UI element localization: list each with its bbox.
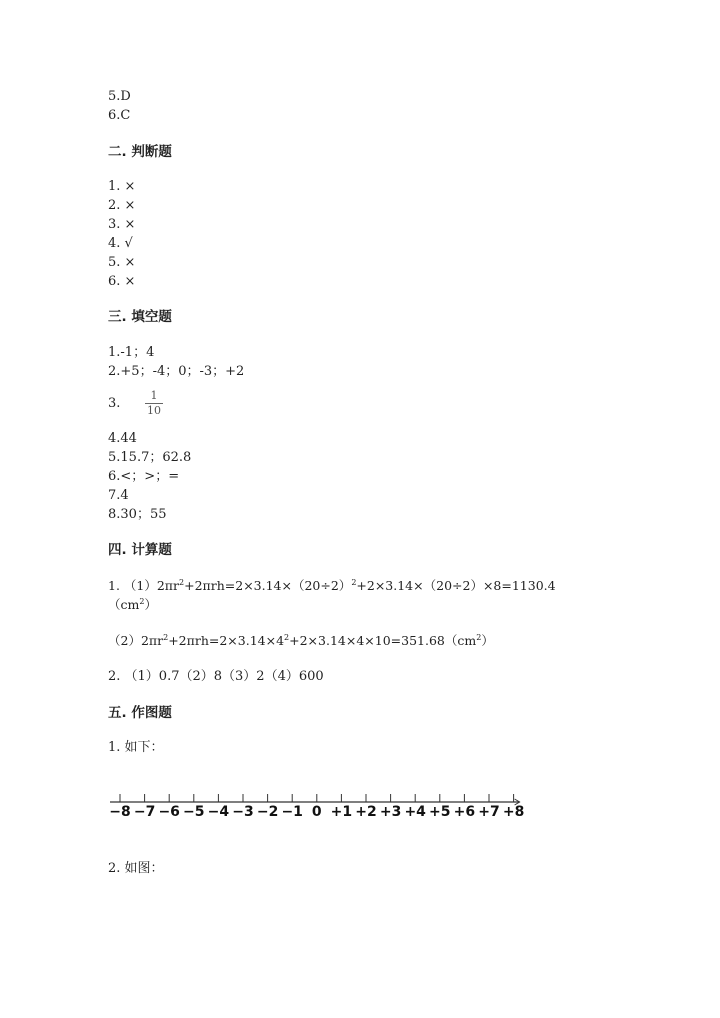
number-line-label: −1 — [281, 804, 303, 820]
fill-answer-3-label: 3. — [108, 396, 121, 411]
fill-answer-5: 5.15.7；62.8 — [108, 450, 192, 465]
calc-answer-1a-unit: $(cm^2)$ — [108, 596, 157, 612]
number-line-label: +3 — [379, 804, 402, 820]
fill-heading: 三. 填空题 — [108, 309, 172, 325]
fill-answer-3-fraction — [145, 390, 163, 417]
draw-answer-2: 2. 如图： — [108, 861, 164, 876]
number-line-label: +8 — [502, 804, 525, 820]
number-line — [108, 788, 538, 824]
number-line-label: −4 — [207, 804, 230, 820]
judge-heading: 二. 判断题 — [108, 144, 172, 160]
draw-heading: 五. 作图题 — [108, 705, 172, 721]
number-line-label: +1 — [330, 804, 353, 820]
judge-answer-1: 1. × — [108, 179, 136, 194]
number-line-label: +2 — [355, 804, 377, 820]
number-line-label: −8 — [109, 804, 131, 820]
calc-answer-1b: $(2)2\pi r^2+2\pi rh=2\times 3.14\times 4^2+2\times 3.14\times 4\times 10=351.68(cm^2)$ — [108, 632, 494, 648]
number-line-label: +4 — [404, 804, 426, 820]
fill-answer-8: 8.30；55 — [108, 507, 167, 522]
judge-answer-5: 5. × — [108, 255, 136, 270]
choice-answer-6: 6.C — [108, 108, 131, 123]
number-line-label: −5 — [183, 804, 205, 820]
fill-answer-2: 2.+5；-4；0；-3；+2 — [108, 364, 245, 379]
fill-answer-7: 7.4 — [108, 488, 129, 503]
fraction-denominator: 10 — [147, 404, 161, 417]
number-line-label: +5 — [429, 804, 451, 820]
number-line-label: −7 — [133, 804, 156, 820]
draw-answer-1: 1. 如下： — [108, 740, 164, 755]
number-line-label: −2 — [256, 804, 279, 820]
number-line-label: −3 — [232, 804, 254, 820]
number-line-label: +7 — [478, 804, 500, 820]
number-line-label: +6 — [453, 804, 476, 820]
number-line-label: 0 — [311, 804, 322, 820]
fill-answer-1: 1.-1；4 — [108, 345, 155, 360]
calc-answer-1a: 1. $(1)2\pi r^2+2\pi rh=2\times 3.14\times(20\div 2)^2+2\times 3.14\times(20\div 2)\times 8=1130.4$ — [108, 577, 556, 593]
choice-answer-5: 5.D — [108, 89, 131, 104]
judge-answer-2: 2. × — [108, 198, 136, 213]
fill-answer-6: 6.<；>；= — [108, 469, 180, 484]
fill-answer-4: 4.44 — [108, 431, 137, 446]
calc-heading: 四. 计算题 — [108, 542, 172, 558]
calc-answer-2: 2. （1）0.7（2）8（3）2（4）600 — [108, 669, 324, 684]
judge-answer-4: 4. √ — [108, 236, 133, 251]
judge-answer-6: 6. × — [108, 274, 136, 289]
fraction-numerator: 1 — [150, 389, 158, 402]
number-line-label: −6 — [158, 804, 180, 820]
judge-answer-3: 3. × — [108, 217, 136, 232]
